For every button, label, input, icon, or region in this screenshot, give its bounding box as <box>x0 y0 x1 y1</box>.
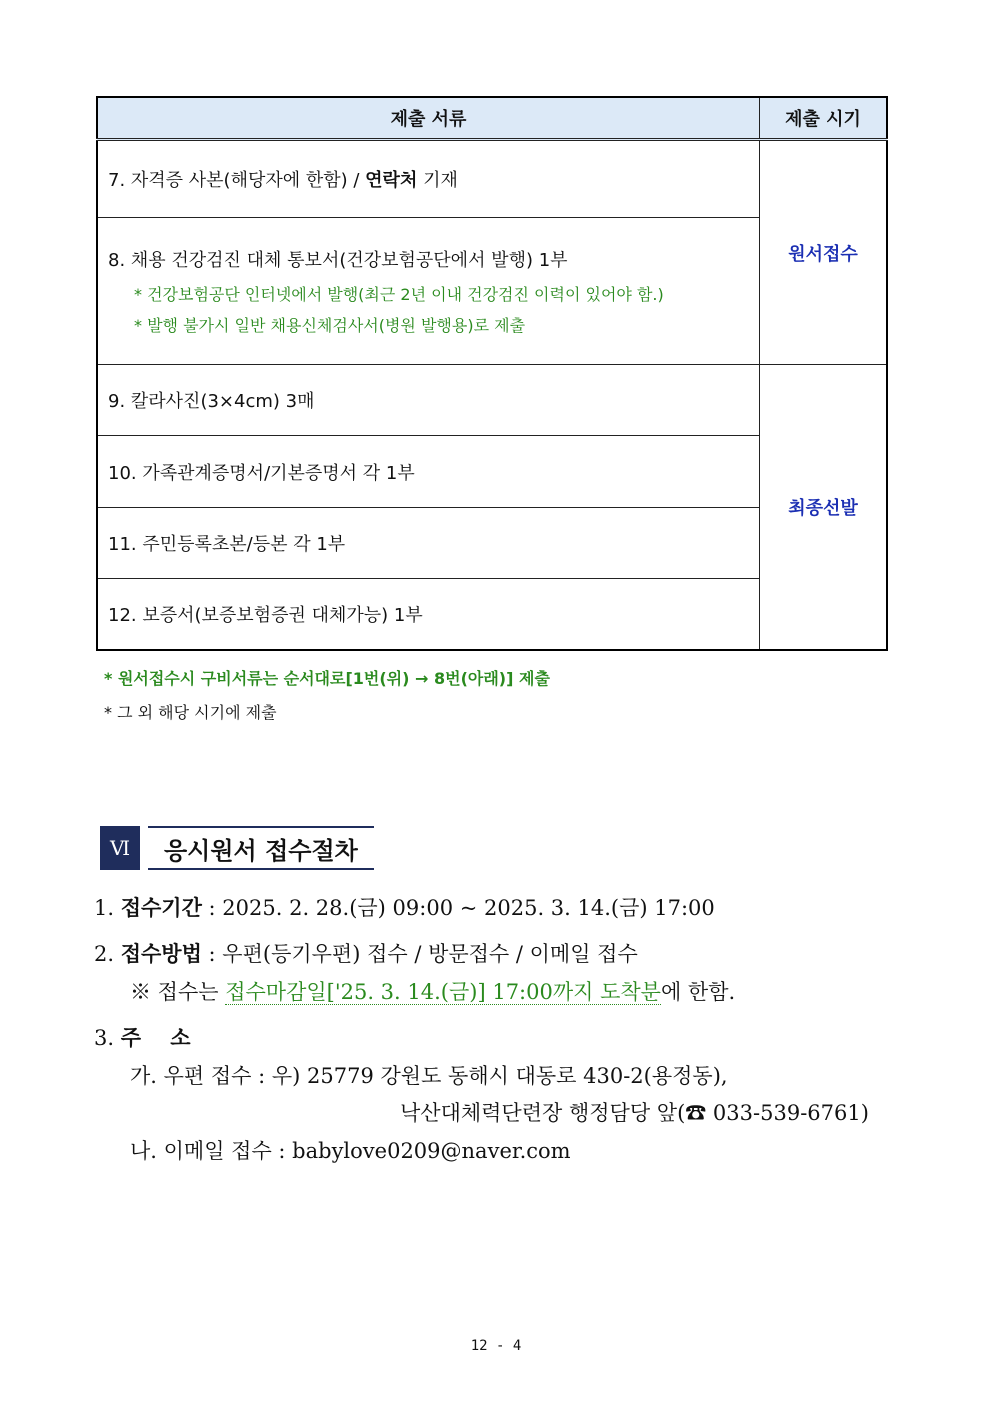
email-line: 나. 이메일 접수 : babylove0209@naver.com <box>130 1139 571 1163</box>
period-line: 1. 접수기간 : 2025. 2. 28.(금) 09:00 ~ 2025. 3. 14.(금) 17:00 <box>94 895 715 920</box>
documents-table <box>96 96 888 651</box>
section-heading <box>100 826 374 870</box>
method-line: 2. 접수방법 : 우편(등기우편) 접수 / 방문접수 / 이메일 접수 <box>94 941 638 966</box>
submission-order-note: * 원서접수시 구비서류는 순서대로[1번(위) → 8번(아래)] 제출 <box>104 669 550 688</box>
postal-address-line: 가. 우편 접수 : 우) 25779 강원도 동해시 대동로 430-2(용정동), <box>130 1064 728 1088</box>
other-timing-note: * 그 외 해당 시기에 제출 <box>104 703 277 722</box>
postal-recipient-line: 낙산대체력단련장 행정담당 앞(☎ 033-539-6761) <box>400 1101 869 1125</box>
address-line: 3. 주 소 <box>94 1025 191 1050</box>
row-8: 8. 채용 건강검진 대체 통보서(건강보험공단에서 발행) 1부 * 건강보험공단 인터넷에서 발행(최근 2년 이내 건강검진 이력이 있어야 함.) * 발행 불가시 일반 채용신체검사서(병원 발행용)로 제출 <box>97 218 760 365</box>
period-label: 접수기간 <box>120 895 202 920</box>
row-12: 12. 보증서(보증보험증권 대체가능) 1부 <box>97 579 760 650</box>
deadline-highlight: 접수마감일['25. 3. 14.(금)] 17:00까지 도착분 <box>225 980 661 1004</box>
method-label: 접수방법 <box>120 941 202 966</box>
method-note: ※ 접수는 접수마감일['25. 3. 14.(금)] 17:00까지 도착분에 한함. <box>130 980 736 1004</box>
row-8-note-1: * 건강보험공단 인터넷에서 발행(최근 2년 이내 건강검진 이력이 있어야 함.) <box>134 285 664 304</box>
header-documents: 제출 서류 <box>97 97 760 140</box>
row-8-note-2: * 발행 불가시 일반 채용신체검사서(병원 발행용)로 제출 <box>134 316 526 335</box>
method-value: : 우편(등기우편) 접수 / 방문접수 / 이메일 접수 <box>201 942 638 966</box>
address-label: 주 소 <box>120 1025 191 1050</box>
page-number: 12 - 4 <box>470 1338 522 1354</box>
row-7: 7. 자격증 사본(해당자에 한함) / 연락처 기재 <box>97 140 760 218</box>
period-value: : 2025. 2. 28.(금) 09:00 ~ 2025. 3. 14.(금) 17:00 <box>201 896 715 920</box>
section-title: 응시원서 접수절차 <box>148 826 374 870</box>
row-10: 10. 가족관계증명서/기본증명서 각 1부 <box>97 436 760 508</box>
section-number: Ⅵ <box>100 826 140 870</box>
header-submission-time: 제출 시기 <box>760 97 888 140</box>
row-9: 9. 칼라사진(3×4cm) 3매 <box>97 365 760 436</box>
row-11: 11. 주민등록초본/등본 각 1부 <box>97 508 760 579</box>
time-final-selection: 최종선발 <box>760 365 888 650</box>
contact-emphasis: 연락처 <box>365 170 418 191</box>
time-application: 원서접수 <box>760 140 888 365</box>
